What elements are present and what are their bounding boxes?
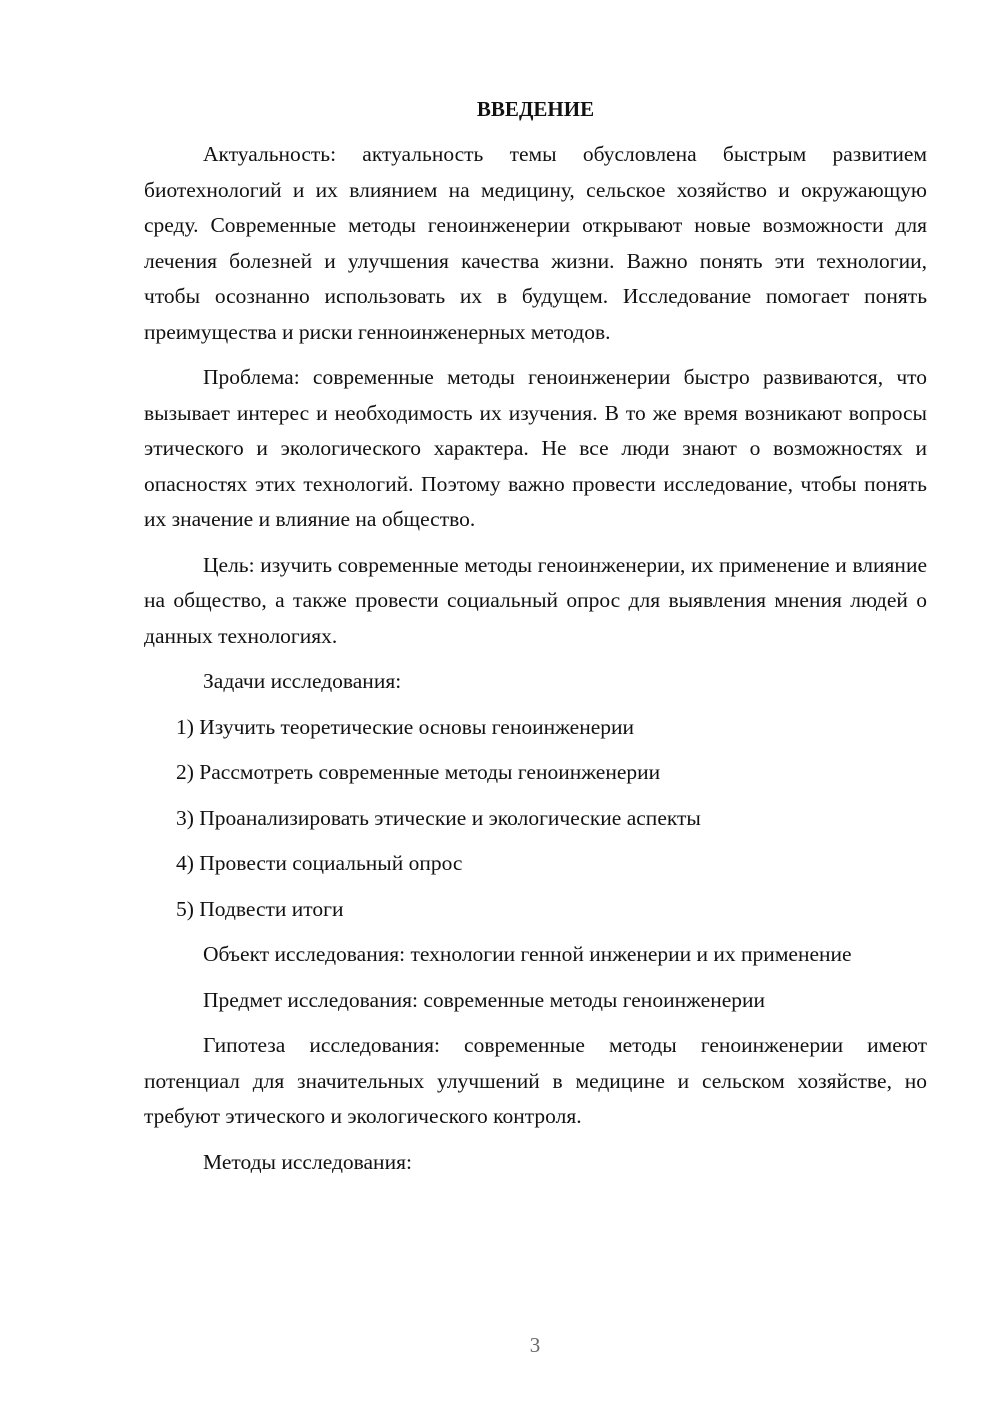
tasks-list xyxy=(144,710,927,928)
methods-title: Методы исследования: xyxy=(203,1149,412,1174)
page-number: 3 xyxy=(529,1333,541,1357)
problem-paragraph: Проблема: современные методы геноинженерии быстро развиваются, что вызывает интерес и необходимость их изучения. В то же время возникают вопросы этического и экологического характера. Не все люди знают о возможностях и опасностях этих технологий. Поэтому важно провести исследование, чтобы понять их значение и влияние на общество. xyxy=(144,365,927,531)
task-item: 5) Подвести итоги xyxy=(176,896,344,921)
task-item: 1) Изучить теоретические основы геноинженерии xyxy=(176,714,635,739)
task-item: 4) Провести социальный опрос xyxy=(176,851,463,875)
subject-paragraph: Предмет исследования: современные методы геноинженерии xyxy=(203,987,766,1012)
relevance-paragraph: Актуальность: актуальность темы обусловлена быстрым развитием биотехнологий и их влиянием на медицину, сельское хозяйство и окружающую среду. Современные методы геноинженерии открывают новые возможности для лечения болезней и улучшения качества жизни. Важно понять эти технологии, чтобы осознанно использовать их в будущем. Исследование помогает понять преимущества и риски генноинженерных методов. xyxy=(144,142,927,344)
task-item: 2) Рассмотреть современные методы геноинженерии xyxy=(176,760,661,784)
hypothesis-paragraph: Гипотеза исследования: современные методы геноинженерии имеют потенциал для значительных улучшений в медицине и сельском хозяйстве, но требуют этического и экологического контроля. xyxy=(144,1033,927,1128)
page-content xyxy=(144,92,927,1190)
task-item: 3) Проанализировать этические и экологические аспекты xyxy=(176,805,701,830)
goal-paragraph: Цель: изучить современные методы геноинженерии, их применение и влияние на общество, а также провести социальный опрос для выявления мнения людей о данных технологиях. xyxy=(144,552,927,648)
section-heading: ВВЕДЕНИЕ xyxy=(476,97,595,121)
tasks-title: Задачи исследования: xyxy=(203,669,402,693)
object-paragraph: Объект исследования: технологии генной инженерии и их применение xyxy=(203,942,852,966)
